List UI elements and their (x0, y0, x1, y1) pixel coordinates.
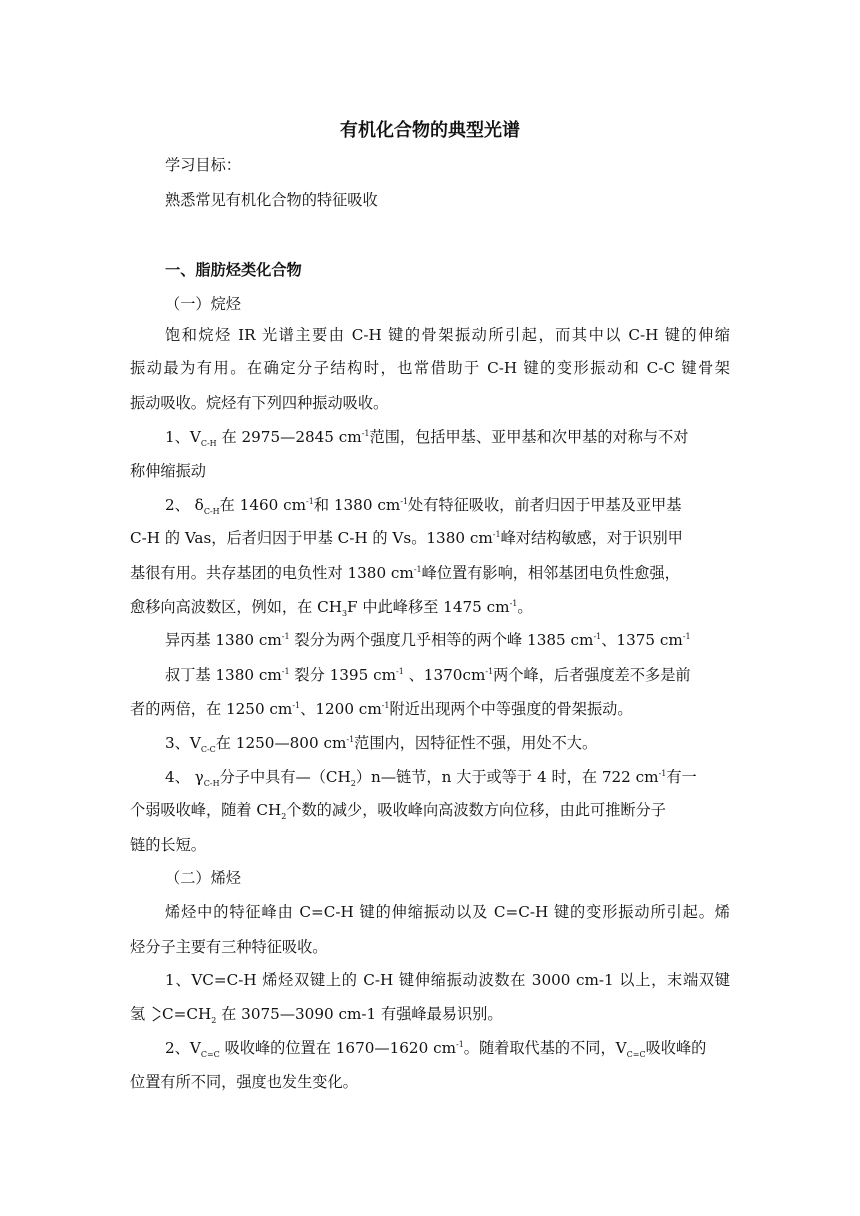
alkene-item-1-cont: 氢 $C=CH_2$ 在 3075—3090 cm-1 有强峰最易识别。 (130, 1005, 503, 1026)
list-item-4-cont: 链的长短。 (130, 836, 206, 854)
paragraph-alkane-line: 振动吸收。烷烃有下列四种振动吸收。 (130, 394, 389, 412)
paragraph-alkene-line: 烃分子主要有三种特征吸收。 (130, 938, 328, 956)
list-item-3: 3、$V_{C-C}$在 1250—800 $cm^{-1}$范围内，因特征性不强，用处不大。 (165, 734, 598, 755)
list-item-4: 4、 $\gamma_{C-H}$分子中具有$—(CH_2)n—$链节，n 大于或等于 4 时，在 722 $cm^{-1}$有一 (165, 768, 697, 789)
alkene-item-2: 2、$V_{C=C}$ 吸收峰的位置在 1670—1620 $cm^{-1}$。随着取代基的不同，$V_{C=C}$吸收峰的 (165, 1039, 707, 1060)
section-heading-aliphatic: 一、脂肪烃类化合物 (165, 261, 302, 279)
paragraph-alkane-line: 振动最为有用。在确定分子结构时，也常借助于 C-H 键的变形振动和 C-C 键骨架 (130, 359, 730, 377)
subsection-alkene: （二）烯烃 (165, 869, 241, 887)
tert-butyl-line: 叔丁基 1380 $cm^{-1}$ 裂分 1395 $cm^{-1}$ 、$1370cm^{-1}$两个峰，后者强度差不多是前 (165, 666, 691, 684)
objective-label: 学习目标： (165, 156, 241, 174)
page-title: 有机化合物的典型光谱 (340, 120, 520, 141)
paragraph-alkene-line: 烯烃中的特征峰由 C=C-H 键的伸缩振动以及 C=C-H 键的变形振动所引起。烯 (165, 903, 730, 921)
objective-text: 熟悉常见有机化合物的特征吸收 (165, 191, 378, 209)
list-item-2-cont: C-H 的 Vas，后者归因于甲基 C-H 的 Vs。1380 $cm^{-1}$峰对结构敏感，对于识别甲 (130, 529, 683, 547)
list-item-1: 1、$V_{C-H}$ 在 2975—2845 $cm^{-1}$范围，包括甲基、亚甲基和次甲基的对称与不对 (165, 428, 689, 449)
list-item-2: 2、 $\delta_{C-H}$在 1460 $cm^{-1}$和 1380 $cm^{-1}$处有特征吸收，前者归因于甲基及亚甲基 (165, 496, 682, 517)
list-item-4-cont: 个弱吸收峰，随着 $CH_2$个数的减少，吸收峰向高波数方向位移，由此可推断分子 (130, 801, 666, 822)
alkene-item-1: 1、VC=C-H 烯烃双键上的 C-H 键伸缩振动波数在 3000 cm-1 以上，末端双键 (165, 971, 730, 989)
list-item-2-cont: 愈移向高波数区，例如，在 $CH_3F$ 中此峰移至 1475 $cm^{-1}$。 (130, 598, 533, 619)
paragraph-alkane-line: 饱和烷烃 IR 光谱主要由 C-H 键的骨架振动所引起，而其中以 C-H 键的伸缩 (165, 326, 730, 344)
tert-butyl-cont: 者的两倍，在 1250 $cm^{-1}$、1200 $cm^{-1}$附近出现两个中等强度的骨架振动。 (130, 700, 633, 718)
list-item-1-cont: 称伸缩振动 (130, 462, 206, 480)
alkene-item-2-cont: 位置有所不同，强度也发生变化。 (130, 1073, 358, 1091)
subsection-alkane: （一）烷烃 (165, 295, 241, 313)
isopropyl-line: 异丙基 1380 $cm^{-1}$ 裂分为两个强度几乎相等的两个峰 1385 $cm^{-1}$、1375 $cm^{-1}$ (165, 631, 691, 649)
carbon-branch-icon (150, 1006, 162, 1022)
list-item-2-cont: 基很有用。共存基团的电负性对 1380 $cm^{-1}$峰位置有影响，相邻基团电负性愈强， (130, 564, 680, 582)
